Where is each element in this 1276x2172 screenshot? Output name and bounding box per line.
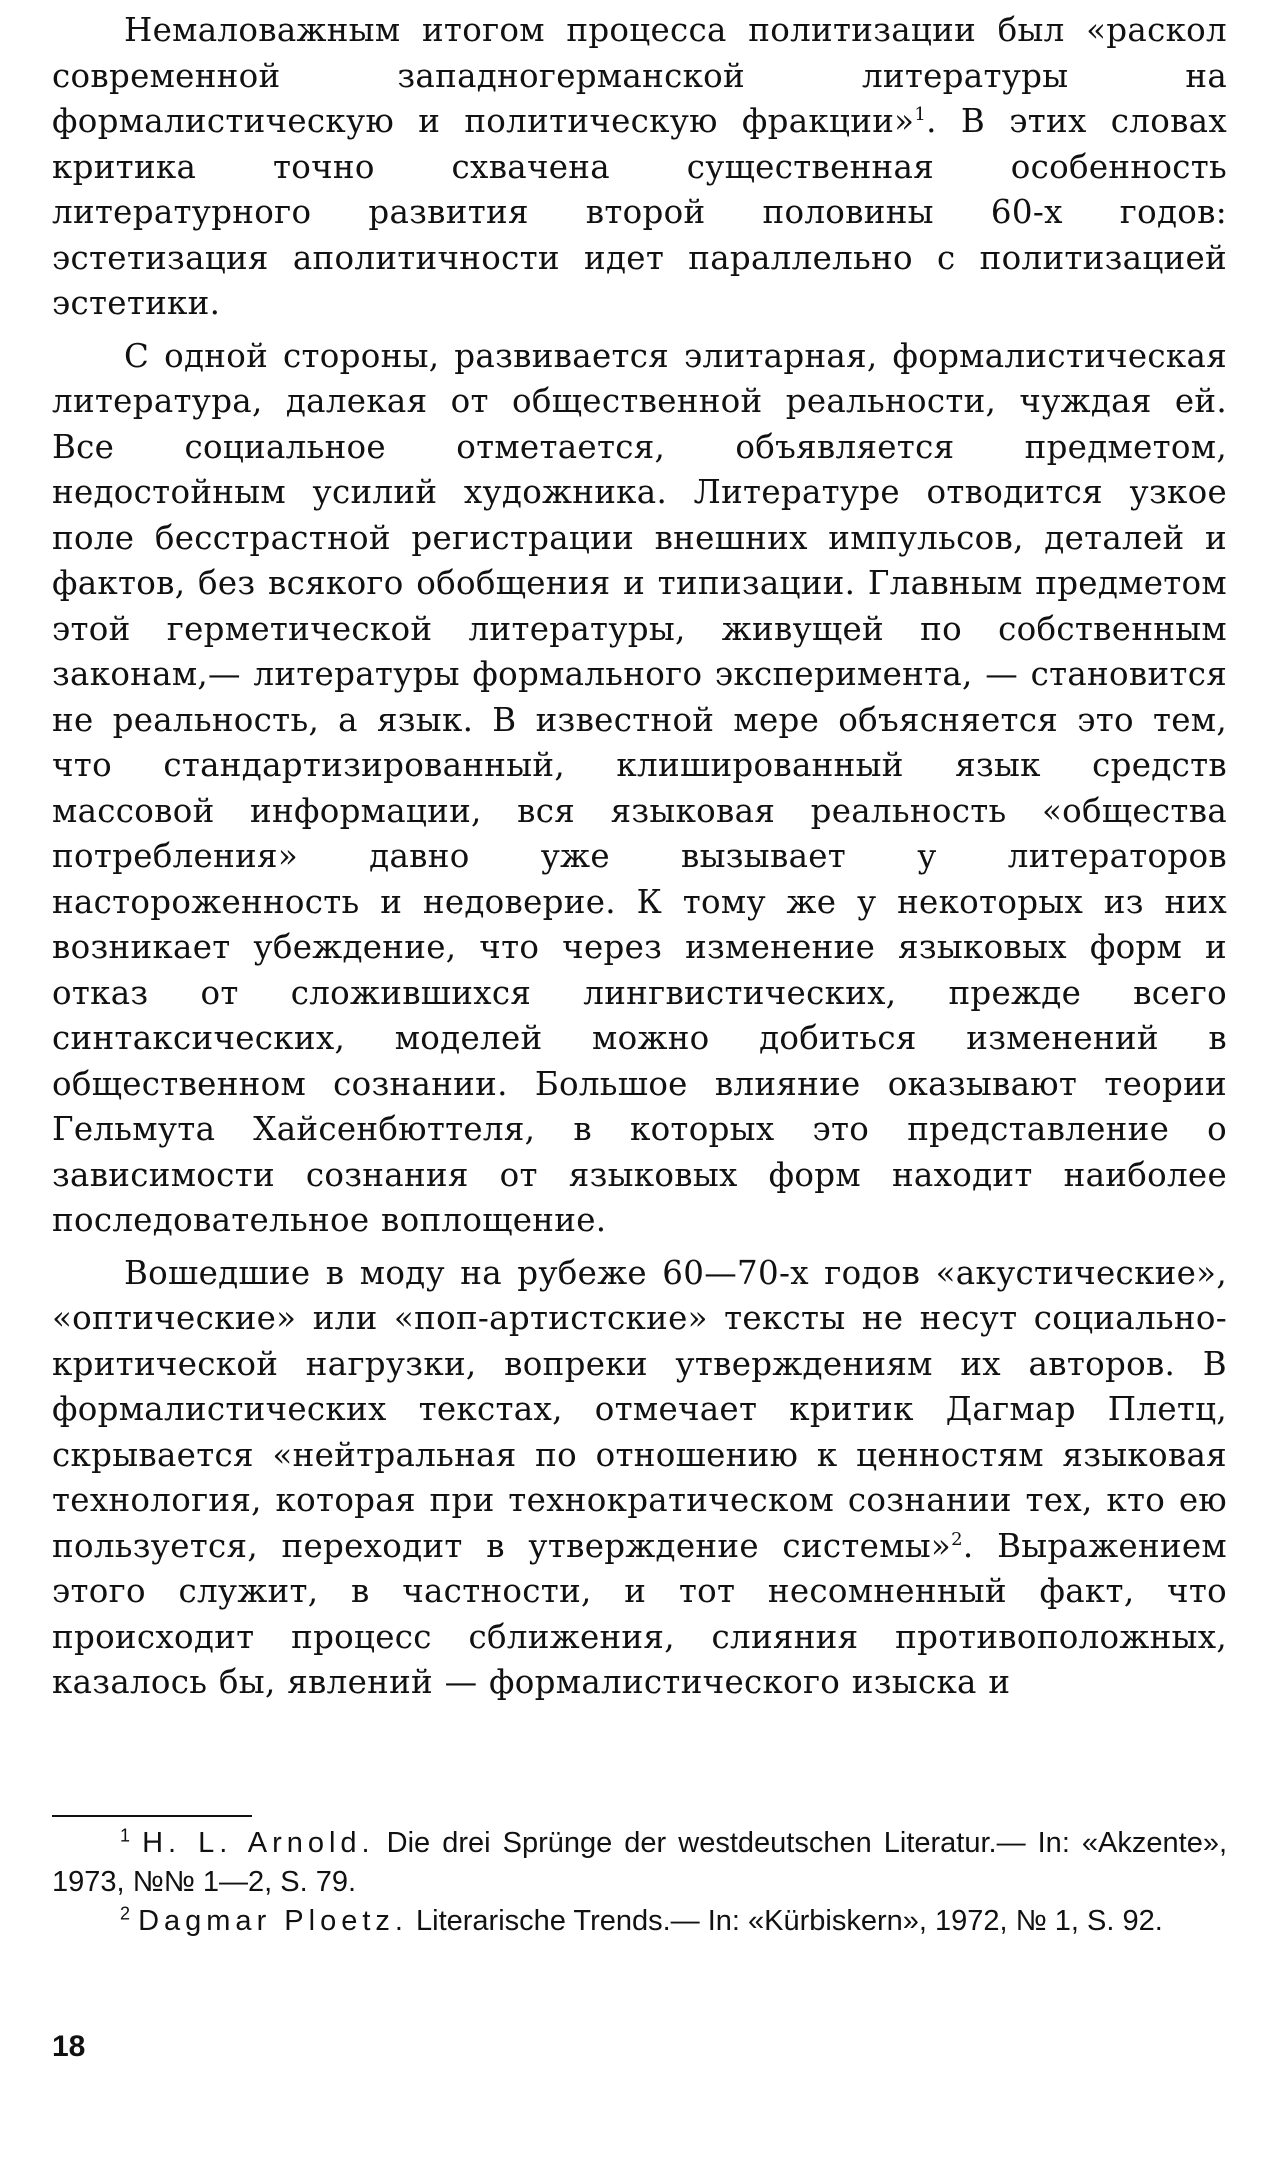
footnote-2-author: Dagmar Ploetz. xyxy=(138,1905,408,1937)
footnote-ref-2: 2 xyxy=(951,1528,963,1550)
footnote-2-text: Literarische Trends.— In: «Kürbiskern», 1972, № 1, S. 92. xyxy=(416,1905,1163,1937)
footnote-1 xyxy=(52,1824,1227,1902)
paragraph-1-tail: . В этих словах критика точно схвачена существенная особенность литературного развития второй половины 60-х годов: эстетизация аполитичности идет параллельно с политизацией эстетики. xyxy=(52,102,1227,322)
page-content xyxy=(52,8,1227,1713)
footnote-1-author: H. L. Arnold. xyxy=(142,1827,375,1859)
paragraph-3-tail: . Выражением этого служит, в частности, и тот несомненный факт, что происходит процесс сближения, слияния противоположных, казалось бы, явлений — формалистического изыска и xyxy=(52,1526,1227,1701)
footnotes xyxy=(52,1824,1227,1941)
paragraph-1-text: Немаловажным итогом процесса политизации был «раскол современной западногерманской литературы на формалистическую и политическую фракции» xyxy=(52,11,1227,140)
paragraph-1 xyxy=(52,8,1227,327)
footnote-1-text: Die drei Sprünge der westdeutschen Literatur.— In: «Akzente», 1973, №№ 1—2, S. 79. xyxy=(52,1827,1228,1898)
body-text xyxy=(52,8,1227,1706)
footnote-divider xyxy=(52,1815,252,1817)
page-number: 18 xyxy=(52,2030,86,2063)
footnote-2-marker: 2 xyxy=(120,1903,131,1924)
paragraph-2 xyxy=(52,334,1227,1244)
footnote-2 xyxy=(52,1902,1227,1941)
paragraph-3-text: Вошедшие в моду на рубеже 60—70-х годов «акустические», «оптические» или «поп-артистские» тексты не несут социально-критической нагрузки, вопреки утверждениям их авторов. В формалистических текстах, отмечает критик Дагмар Плетц, скрывается «нейтральная по отношению к ценностям языковая технология, которая при технократическом сознании тех, кто ею пользуется, переходит в утверждение системы» xyxy=(52,1253,1227,1565)
paragraph-2-text: С одной стороны, развивается элитарная, формалистическая литература, далекая от общественной реальности, чуждая ей. Все социальное отметается, объявляется предметом, недостойным усилий художника. Литературе отводится узкое поле бесстрастной регистрации внешних импульсов, деталей и фактов, без всякого обобщения и типизации. Главным предметом этой герметической литературы, живущей по собственным законам,— литературы формального эксперимента, — становится не реальность, а язык. В известной мере объясняется это тем, что стандартизированный, клишированный язык средств массовой информации, вся языковая реальность «общества потребления» давно уже вызывает у литераторов настороженность и недоверие. К тому же у некоторых из них возникает убеждение, что через изменение языковых форм и отказ от сложившихся лингвистических, прежде всего синтаксических, моделей можно добиться изменений в общественном сознании. Большое влияние оказывают теории Гельмута Хайсенбюттеля, в которых это представление о зависимости сознания от языковых форм находит наиболее последовательное воплощение. xyxy=(52,336,1227,1239)
paragraph-3 xyxy=(52,1251,1227,1706)
footnote-ref-1: 1 xyxy=(914,104,927,126)
footnote-1-marker: 1 xyxy=(120,1825,131,1846)
